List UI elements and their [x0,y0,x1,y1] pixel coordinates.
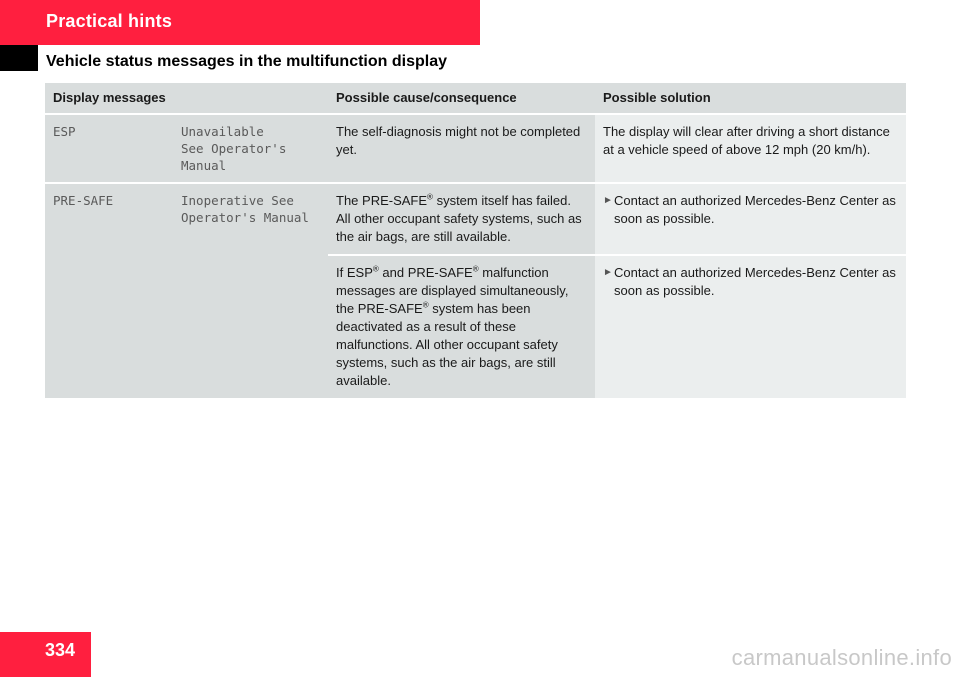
cause-cell [328,183,595,255]
display-message-line: Manual [181,158,227,173]
display-message-cell [173,114,328,183]
solution-cell [595,114,906,183]
solution-bullet [603,264,898,300]
black-tab-marker [0,45,38,71]
vehicle-status-table [45,83,906,400]
cause-text: The self-diagnosis might not be completed yet. [336,124,581,157]
solution-text: Contact an authorized Mercedes-Benz Center as soon as possible. [614,265,896,298]
column-header-cause: Possible cause/consequence [328,83,595,114]
solution-bullet [603,192,898,228]
cause-cell [328,255,595,399]
solution-cell [595,255,906,399]
table-row [45,114,906,183]
cause-text-part: If ESP [336,265,373,280]
display-message-cell [173,183,328,399]
display-name: PRE-SAFE [53,193,114,208]
cause-text [336,192,587,246]
registered-mark: ® [422,300,429,310]
display-message-line: Inoperative See [181,193,294,208]
registered-mark: ® [372,264,379,274]
display-name: ESP [53,124,76,139]
display-name-cell [45,114,173,183]
table-row [45,183,906,255]
column-header-display: Display messages [45,83,328,114]
cause-text [336,264,587,390]
display-message-line: Unavailable [181,124,264,139]
display-message-line: See Operator's [181,141,287,156]
cause-text-part: The PRE-SAFE [336,193,428,208]
arrow-right-icon: ► [603,195,613,206]
header-title: Practical hints [46,11,173,31]
cause-text-part: and PRE-SAFE [378,265,473,280]
display-message-line: Operator's Manual [181,210,309,225]
page-number: 334 [45,640,76,660]
cause-text-part: system itself has failed. All other occupant safety systems, such as the air bags, are still available. [336,193,582,244]
table-header-row [45,83,906,114]
solution-text: The display will clear after driving a short distance at a vehicle speed of above 12 mph (20 km/h). [603,124,890,157]
column-header-solution: Possible solution [595,83,906,114]
cause-cell [328,114,595,183]
watermark: carmanualsonline.info [731,645,952,670]
cause-text-part: system has been deactivated as a result of these malfunctions. All other occupant safety systems, such as the air bags, are still available. [336,301,558,388]
display-name-cell [45,183,173,399]
solution-cell [595,183,906,255]
solution-text: Contact an authorized Mercedes-Benz Center as soon as possible. [614,193,896,226]
section-title: Vehicle status messages in the multifunction display [46,53,447,70]
registered-mark: ® [472,264,479,274]
registered-mark: ® [427,192,433,202]
cause-text-part: malfunction messages are displayed simultaneously, the PRE-SAFE [336,265,569,316]
arrow-right-icon: ► [603,267,613,278]
